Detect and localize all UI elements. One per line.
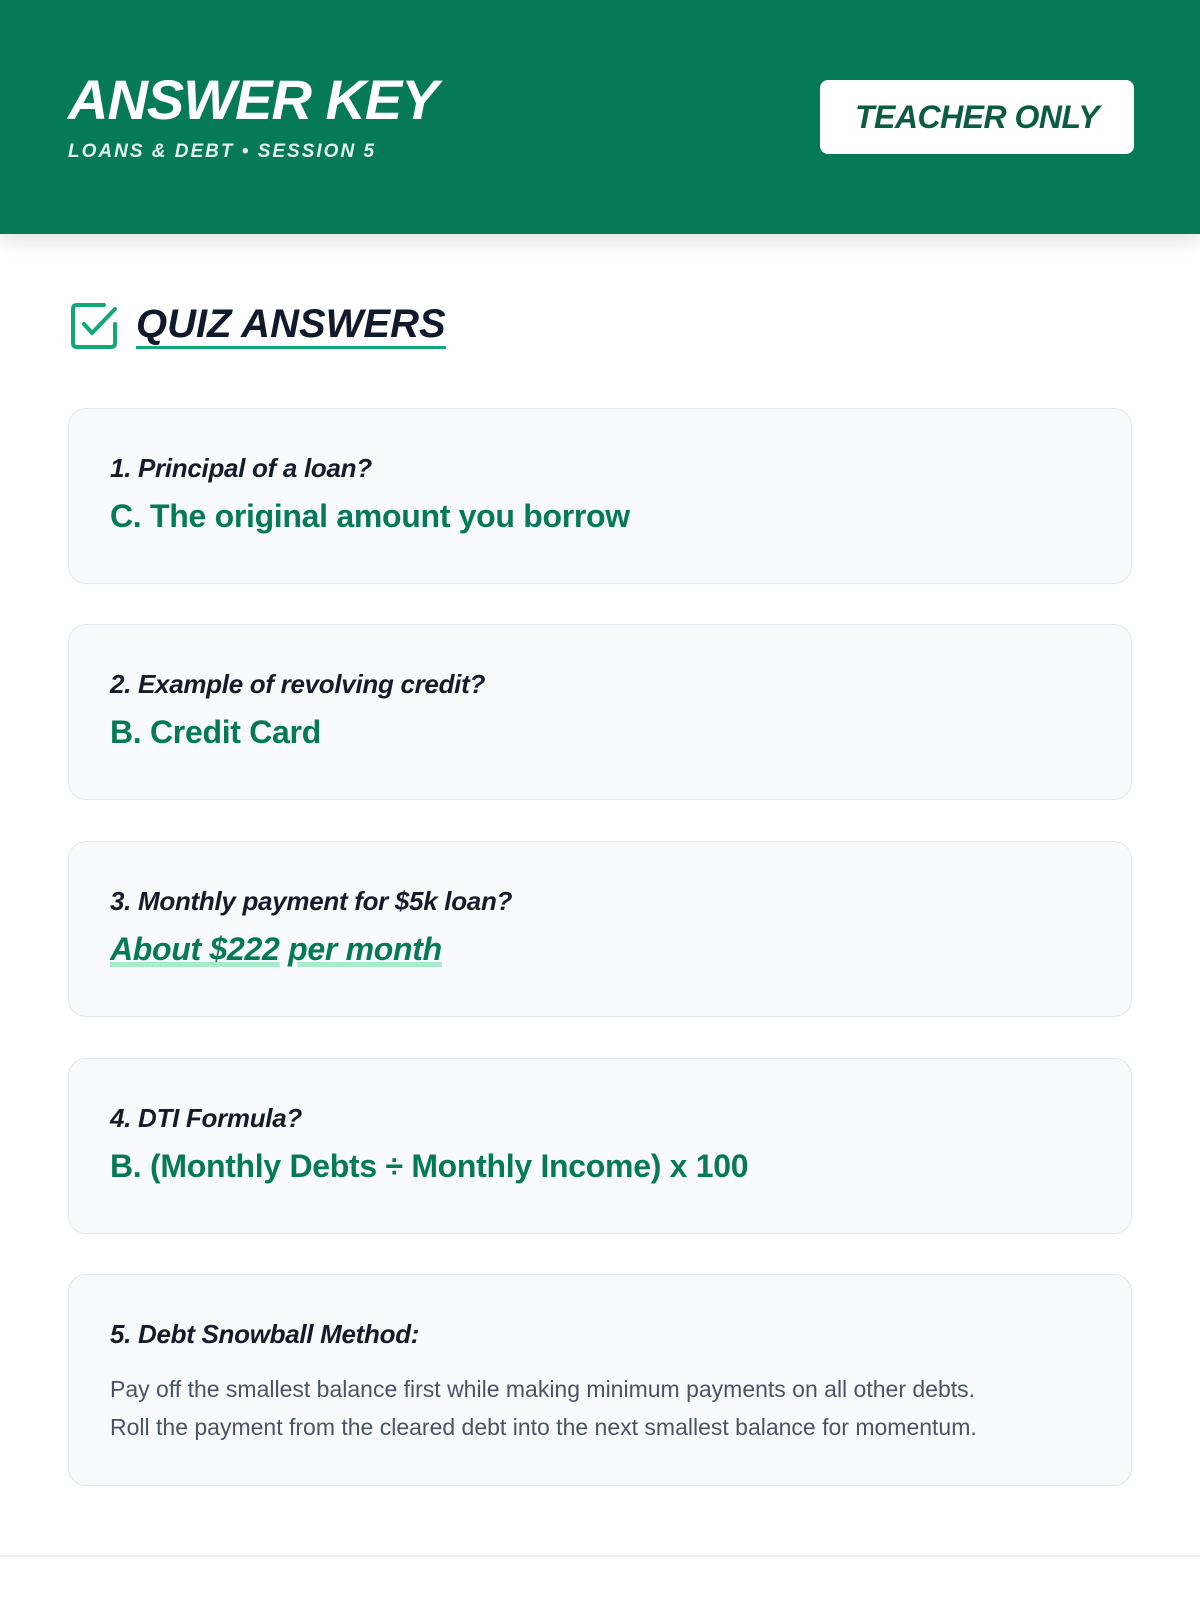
- answer-highlight-period: per month: [288, 931, 442, 967]
- teacher-only-badge: TEACHER ONLY: [820, 80, 1134, 154]
- answer-card-1: [68, 408, 1132, 584]
- section-heading: [68, 300, 446, 352]
- footer-divider: [0, 1555, 1200, 1557]
- answer-text: B. (Monthly Debts ÷ Monthly Income) x 100: [110, 1148, 749, 1184]
- answer-card-4: [68, 1058, 1132, 1234]
- explanation-line-2: Roll the payment from the cleared debt into the next smallest balance for momentum.: [110, 1414, 977, 1440]
- answer-text: C. The original amount you borrow: [110, 498, 630, 534]
- section-title: QUIZ ANSWERS: [136, 304, 446, 349]
- question-text: 2. Example of revolving credit?: [110, 669, 486, 699]
- answer-text: [110, 931, 1090, 968]
- answer-highlight-amount: About $222: [110, 931, 280, 967]
- answer-card-3: [68, 841, 1132, 1017]
- explanation-line-1: Pay off the smallest balance first while making minimum payments on all other debts.: [110, 1376, 976, 1402]
- answer-card-5: [68, 1274, 1132, 1486]
- page-subtitle: LOANS & DEBT • SESSION 5: [68, 141, 377, 162]
- question-text: 3. Monthly payment for $5k loan?: [110, 886, 513, 916]
- answer-text: B. Credit Card: [110, 714, 321, 750]
- answer-card-2: [68, 624, 1132, 800]
- answer-explanation: [110, 1370, 1090, 1446]
- page-title: ANSWER KEY: [68, 68, 438, 131]
- checkbox-checked-icon: [68, 300, 120, 352]
- question-text: 5. Debt Snowball Method:: [110, 1319, 420, 1349]
- question-text: 4. DTI Formula?: [110, 1103, 302, 1133]
- question-text: 1. Principal of a loan?: [110, 453, 372, 483]
- header-banner: [0, 0, 1200, 234]
